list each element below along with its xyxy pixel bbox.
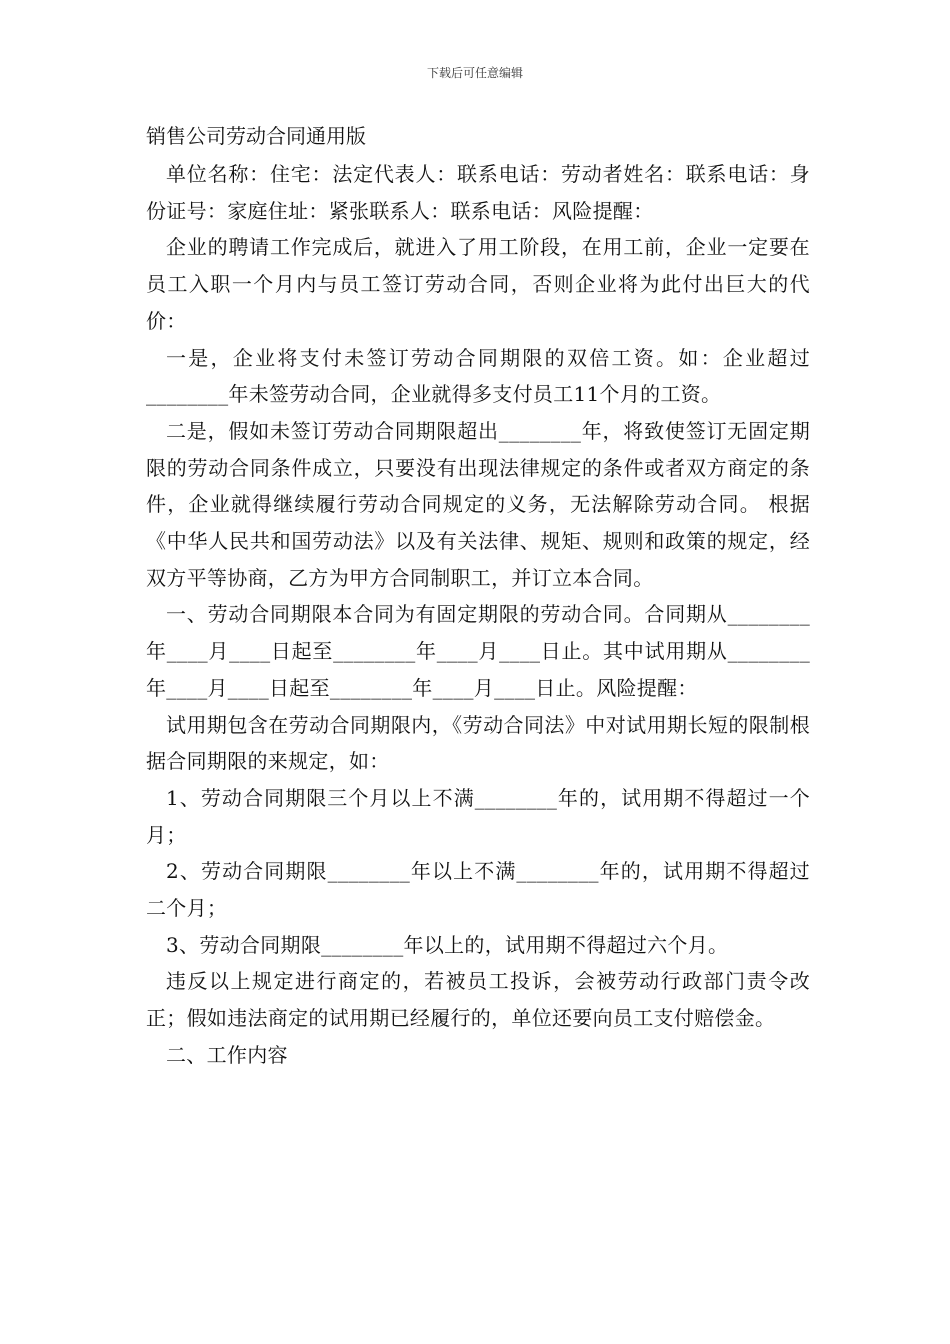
- paragraph-intro: 企业的聘请工作完成后，就进入了用工阶段，在用工前，企业一定要在员工入职一个月内与员工签订劳动合同，否则企业将为此付出巨大的代价：: [146, 235, 810, 333]
- section-heading-work-content: 二、工作内容: [166, 1042, 288, 1067]
- document-body: [146, 156, 810, 1074]
- paragraph-party-info: 单位名称：住宅：法定代表人：联系电话：劳动者姓名：联系电话：身份证号：家庭住址：紧张联系人：联系电话：风险提醒：: [146, 162, 810, 223]
- paragraph-point-one: 一是，企业将支付未签订劳动合同期限的双倍工资。如：企业超过________年未签劳动合同，企业就得多支付员工11个月的工资。: [146, 345, 810, 407]
- paragraph-probation-note: 试用期包含在劳动合同期限内，《劳动合同法》中对试用期长短的限制根据合同期限的来规定，如：: [146, 712, 810, 774]
- paragraph-point-two: 二是，假如未签订劳动合同期限超出________年，将致使签订无固定期限的劳动合同条件成立，只要没有出现法律规定的条件或者双方商定的条件，企业就得继续履行劳动合同规定的义务，无法解除劳动合同。 根据《中华人民共和国劳动法》以及有关法律、规矩、规则和政策的规定，经双方平等协商，乙方为甲方合同制职工，并订立本合同。: [146, 418, 810, 590]
- document-title: 销售公司劳动合同通用版: [146, 124, 366, 148]
- paragraph-contract-term: 一、劳动合同期限本合同为有固定期限的劳动合同。合同期从________年____月____日起至________年____月____日止。其中试用期从________年____月____日起至________年____月____日止。风险提醒：: [146, 602, 810, 700]
- header-note: 下载后可任意编辑: [426, 66, 523, 80]
- paragraph-rule-1: 1、劳动合同期限三个月以上不满________年的，试用期不得超过一个月；: [146, 785, 810, 847]
- paragraph-rule-3: 3、劳动合同期限________年以上的，试用期不得超过六个月。: [166, 932, 729, 957]
- paragraph-violation: 违反以上规定进行商定的，若被员工投诉，会被劳动行政部门责令改正；假如违法商定的试用期已经履行的，单位还要向员工支付赔偿金。: [146, 969, 810, 1031]
- paragraph-rule-2: 2、劳动合同期限________年以上不满________年的，试用期不得超过二个月；: [146, 859, 810, 921]
